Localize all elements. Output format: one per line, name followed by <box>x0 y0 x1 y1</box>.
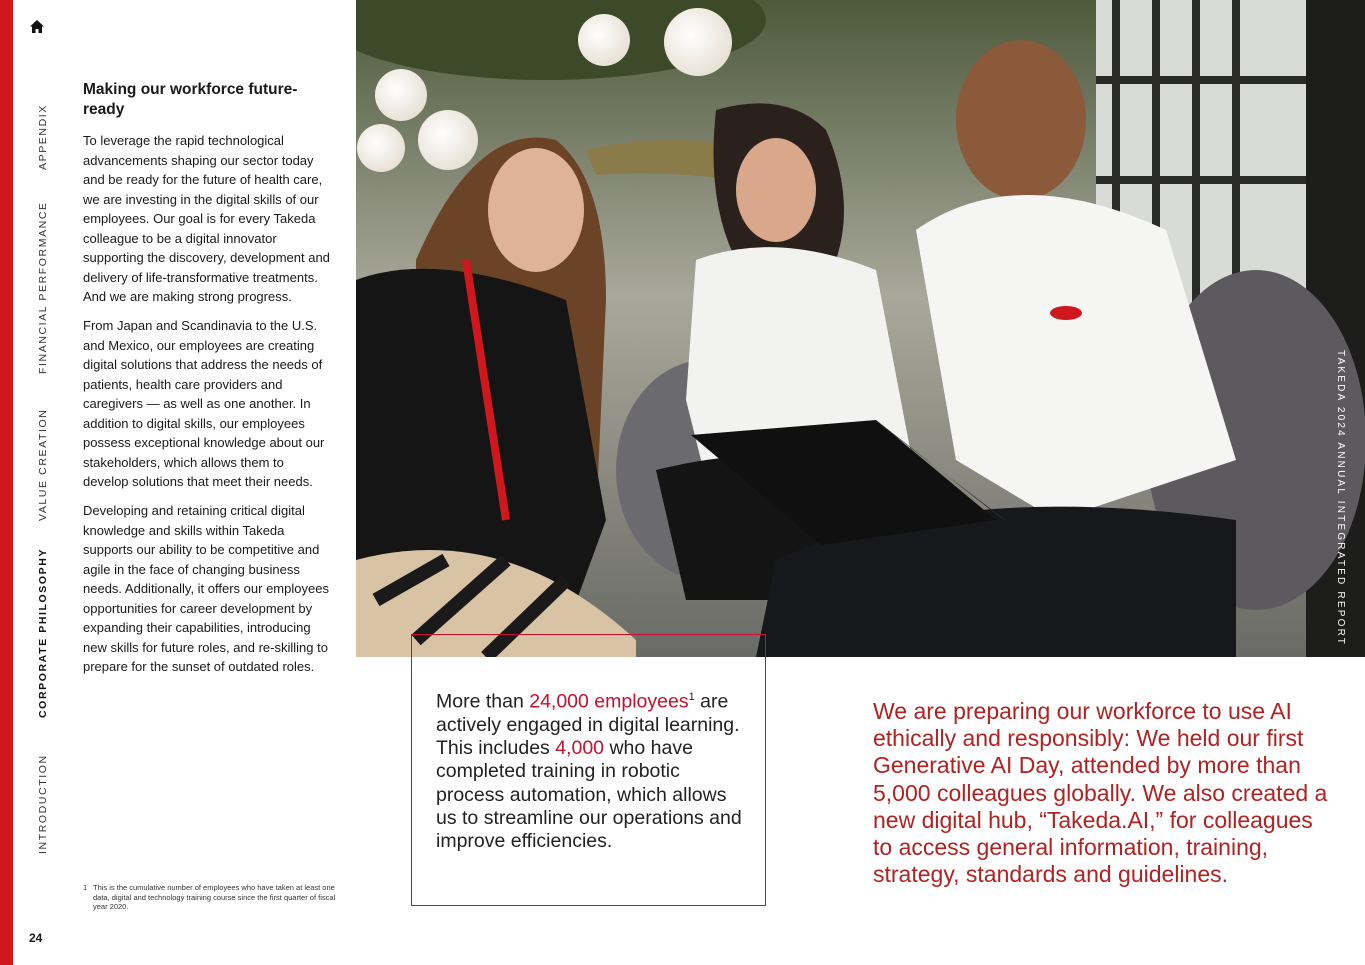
pull-quote: We are preparing our workforce to use AI ethically and responsibly: We held our first Generative AI Day, attended by more than 5,000 colleagues globally. We also created a new digital hub, “Takeda.AI,” for colleagues to access general information, training, strategy, standards and guidelines. <box>873 698 1328 888</box>
nav-appendix[interactable]: APPENDIX <box>37 104 49 170</box>
team-photo <box>356 0 1365 657</box>
callout-middle: are actively engaged in digital learning. This includes <box>436 690 740 760</box>
page-number: 24 <box>29 931 43 945</box>
photo-illustration <box>356 0 1365 657</box>
footnote <box>83 883 348 912</box>
nav-introduction[interactable]: INTRODUCTION <box>37 754 49 854</box>
body-text <box>83 131 333 686</box>
footnote-text: This is the cumulative number of employees who have taken at least one data, digital and technology training course since the first quarter of fiscal year 2020. <box>93 883 336 911</box>
callout-text <box>436 686 746 854</box>
callout-prefix: More than <box>436 690 530 713</box>
paragraph: Developing and retaining critical digital knowledge and skills within Takeda supports our ability to be competitive and agile in the face of changing business needs. Additionally, it offers our employees opportunities for career development by expanding their capabilities, introducing new skills for future roles, and re-skilling to prepare for the sunset of outdated roles. <box>83 503 329 674</box>
nav-corporate-philosophy[interactable]: CORPORATE PHILOSOPHY <box>37 547 49 718</box>
section-heading: Making our workforce future-ready <box>83 81 298 118</box>
callout-highlight-trained: 4,000 <box>555 737 605 760</box>
nav-financial-performance[interactable]: FINANCIAL PERFORMANCE <box>37 201 49 374</box>
callout-suffix: who have completed training in robotic process automation, which allows us to streamline our operations and improve efficiencies. <box>436 737 742 853</box>
home-icon[interactable] <box>28 18 46 36</box>
nav-value-creation[interactable]: VALUE CREATION <box>37 408 49 521</box>
callout-footnote-ref: 1 <box>688 691 695 703</box>
accent-edge-bar <box>0 0 13 965</box>
report-title-label: TAKEDA 2024 ANNUAL INTEGRATED REPORT <box>1335 350 1346 647</box>
paragraph: From Japan and Scandinavia to the U.S. and Mexico, our employees are creating digital solutions that address the needs of patients, health care providers and caregivers — as well as one another. In addition to digital skills, our employees possess exceptional knowledge about our stakeholders, which allows them to develop solutions that meet their needs. <box>83 318 325 489</box>
callout-highlight-employees: 24,000 employees <box>529 690 689 713</box>
paragraph: To leverage the rapid technological advancements shaping our sector today and be ready for the future of health care, we are investing in the digital skills of our employees. Our goal is for every Takeda colleague to be a digital innovator supporting the discovery, development and delivery of life-transformative treatments. And we are making strong progress. <box>83 133 330 304</box>
footnote-number: 1 <box>83 883 88 892</box>
